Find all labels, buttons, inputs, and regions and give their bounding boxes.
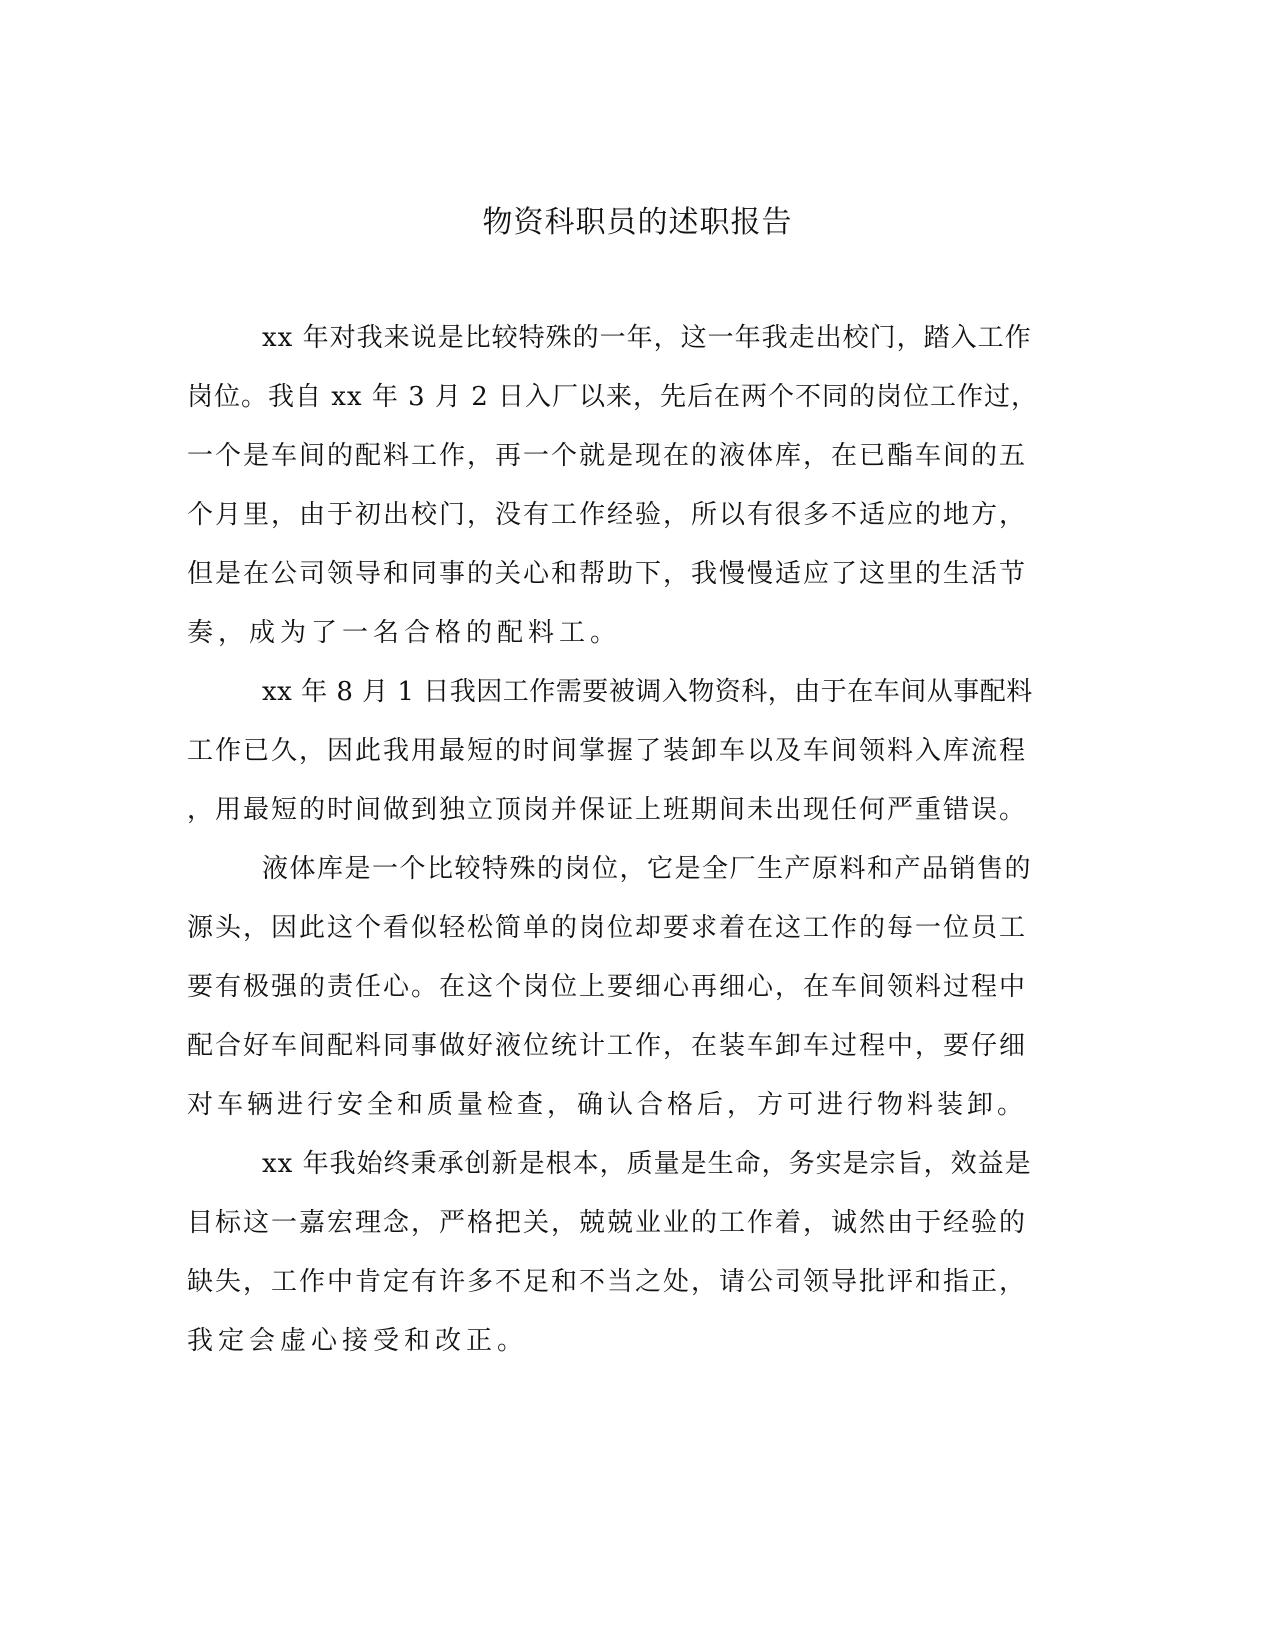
text-line: xx 年对我来说是比较特殊的一年，这一年我走出校门，踏入工作 bbox=[262, 323, 1032, 353]
text-line: 配合好车间配料同事做好液位统计工作，在装车卸车过程中，要仔细 bbox=[187, 1031, 1028, 1061]
text-line: 液体库是一个比较特殊的岗位，它是全厂生产原料和产品销售的 bbox=[262, 854, 1033, 884]
text-line: 对车辆进行安全和质量检查，确认合格后，方可进行物料装卸。 bbox=[187, 1090, 1028, 1120]
text-line: 源头，因此这个看似轻松简单的岗位却要求着在这工作的每一位员工 bbox=[187, 913, 1028, 943]
text-line: xx 年我始终秉承创新是根本，质量是生命，务实是宗旨，效益是 bbox=[262, 1149, 1032, 1179]
text-line: 要有极强的责任心。在这个岗位上要细心再细心，在车间领料过程中 bbox=[187, 972, 1028, 1002]
text-line: 一个是车间的配料工作，再一个就是现在的液体库，在已酯车间的五 bbox=[187, 441, 1028, 471]
document-title: 物资科职员的述职报告 bbox=[482, 205, 793, 240]
text-line: 个月里，由于初出校门，没有工作经验，所以有很多不适应的地方， bbox=[187, 500, 1028, 530]
text-line: xx 年 8 月 1 日我因工作需要被调入物资科，由于在车间从事配料 bbox=[262, 677, 1033, 707]
text-line: 工作已久，因此我用最短的时间掌握了装卸车以及车间领料入库流程 bbox=[187, 736, 1028, 766]
text-line: 缺失，工作中肯定有许多不足和不当之处，请公司领导批评和指正， bbox=[187, 1267, 1028, 1297]
text-line: 奏，成为了一名合格的配料工。 bbox=[187, 618, 622, 648]
text-line: 岗位。我自 xx 年 3 月 2 日入厂以来，先后在两个不同的岗位工作过， bbox=[187, 382, 1038, 412]
text-line: ，用最短的时间做到独立顶岗并保证上班期间未出现任何严重错误。 bbox=[187, 795, 1028, 825]
text-line: 但是在公司领导和同事的关心和帮助下，我慢慢适应了这里的生活节 bbox=[187, 559, 1028, 589]
text-line: 我定会虚心接受和改正。 bbox=[187, 1326, 529, 1356]
text-line: 目标这一嘉宏理念，严格把关，兢兢业业的工作着，诚然由于经验的 bbox=[187, 1208, 1028, 1238]
